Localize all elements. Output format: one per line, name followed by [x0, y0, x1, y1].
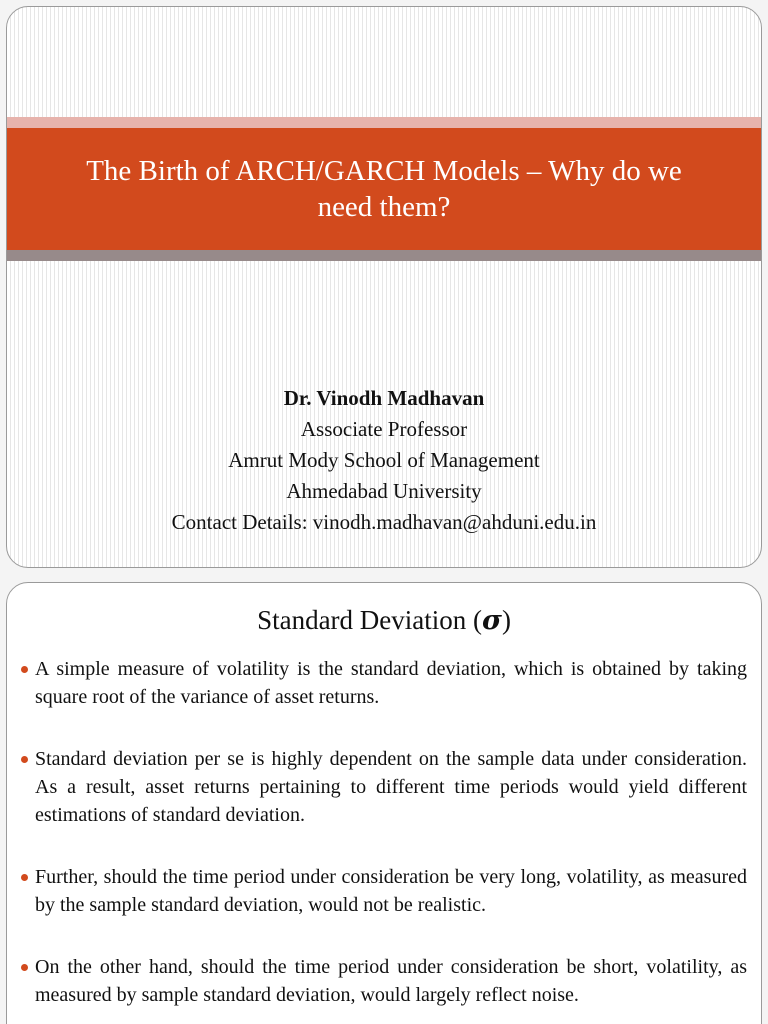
- bullet-text: Standard deviation per se is highly dependent on the sample data under consideration. As a result, asset returns pertaining to different time periods would yield different estimations of standard deviation.: [35, 748, 747, 826]
- sigma-symbol: σ: [482, 605, 502, 636]
- title-band: [7, 128, 761, 250]
- bullet-dot-icon: [21, 874, 28, 881]
- slide-title: The Birth of ARCH/GARCH Models – Why do we need them?: [86, 155, 682, 223]
- author-name: Dr. Vinodh Madhavan: [283, 386, 485, 410]
- bullet-text: A simple measure of volatility is the standard deviation, which is obtained by taking square root of the variance of asset returns.: [35, 658, 747, 708]
- bullet-item: [21, 745, 747, 829]
- bullet-text: On the other hand, should the time period under consideration be short, volatility, as measured by sample standard deviation, would largely reflect noise.: [35, 956, 747, 1006]
- bullet-list: [21, 655, 747, 1024]
- bullet-item: [21, 863, 747, 919]
- bullet-text: Further, should the time period under consideration be very long, volatility, as measured by the sample standard deviation, would not be realistic.: [35, 866, 747, 916]
- title-band-top-stripe: [7, 117, 761, 128]
- title-band-bottom-stripe: [7, 250, 761, 261]
- bullet-dot-icon: [21, 666, 28, 673]
- slide-heading-text: Standard Deviation (: [257, 605, 483, 635]
- author-designation: Associate Professor: [300, 417, 468, 441]
- author-school: Amrut Mody School of Management: [228, 448, 540, 472]
- author-university: Ahmedabad University: [286, 479, 482, 503]
- slide-heading-close: ): [501, 605, 511, 635]
- bullet-item: [21, 953, 747, 1009]
- bullet-dot-icon: [21, 964, 28, 971]
- author-block: [7, 383, 761, 538]
- bullet-dot-icon: [21, 756, 28, 763]
- slide-heading: [7, 605, 761, 636]
- title-slide: [6, 6, 762, 568]
- content-slide: [6, 582, 762, 1024]
- author-contact: Contact Details: vinodh.madhavan@ahduni.edu.in: [171, 510, 597, 534]
- bullet-item: [21, 655, 747, 711]
